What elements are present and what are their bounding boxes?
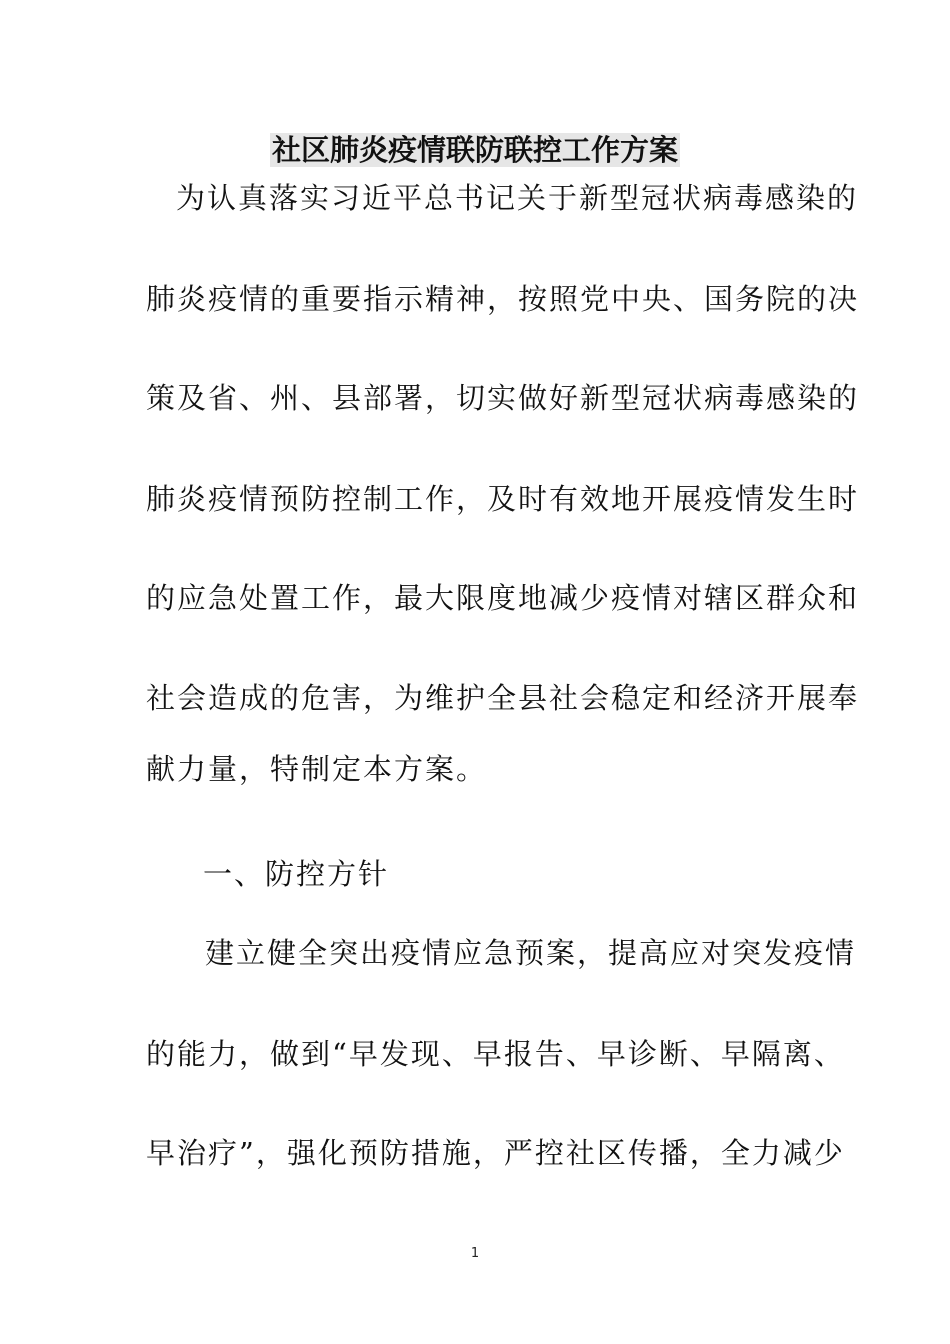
paragraph-line: 策及省、州、县部署，切实做好新型冠状病毒感染的 xyxy=(146,381,860,415)
document-title-text: 社区肺炎疫情联防联控工作方案 xyxy=(271,133,678,167)
document-title xyxy=(0,128,950,172)
paragraph-line: 肺炎疫情的重要指示精神，按照党中央、国务院的决 xyxy=(146,282,860,316)
paragraph-line: 社会造成的危害，为维护全县社会稳定和经济开展奉 xyxy=(146,681,860,715)
paragraph-line: 的应急处置工作，最大限度地减少疫情对辖区群众和 xyxy=(146,581,860,615)
page-number: 1 xyxy=(470,1246,480,1261)
paragraph-line: 为认真落实习近平总书记关于新型冠状病毒感染的 xyxy=(176,181,859,215)
section-heading: 一、防控方针 xyxy=(203,857,390,891)
paragraph-line: 的能力，做到“早发现、早报告、早诊断、早隔离、 xyxy=(146,1037,845,1071)
paragraph-line: 建立健全突出疫情应急预案，提高应对突发疫情 xyxy=(205,936,857,970)
paragraph-line: 肺炎疫情预防控制工作，及时有效地开展疫情发生时 xyxy=(146,482,860,516)
paragraph-line: 早治疗”，强化预防措施，严控社区传播，全力减少 xyxy=(146,1136,845,1170)
paragraph-line: 献力量，特制定本方案。 xyxy=(146,752,488,786)
